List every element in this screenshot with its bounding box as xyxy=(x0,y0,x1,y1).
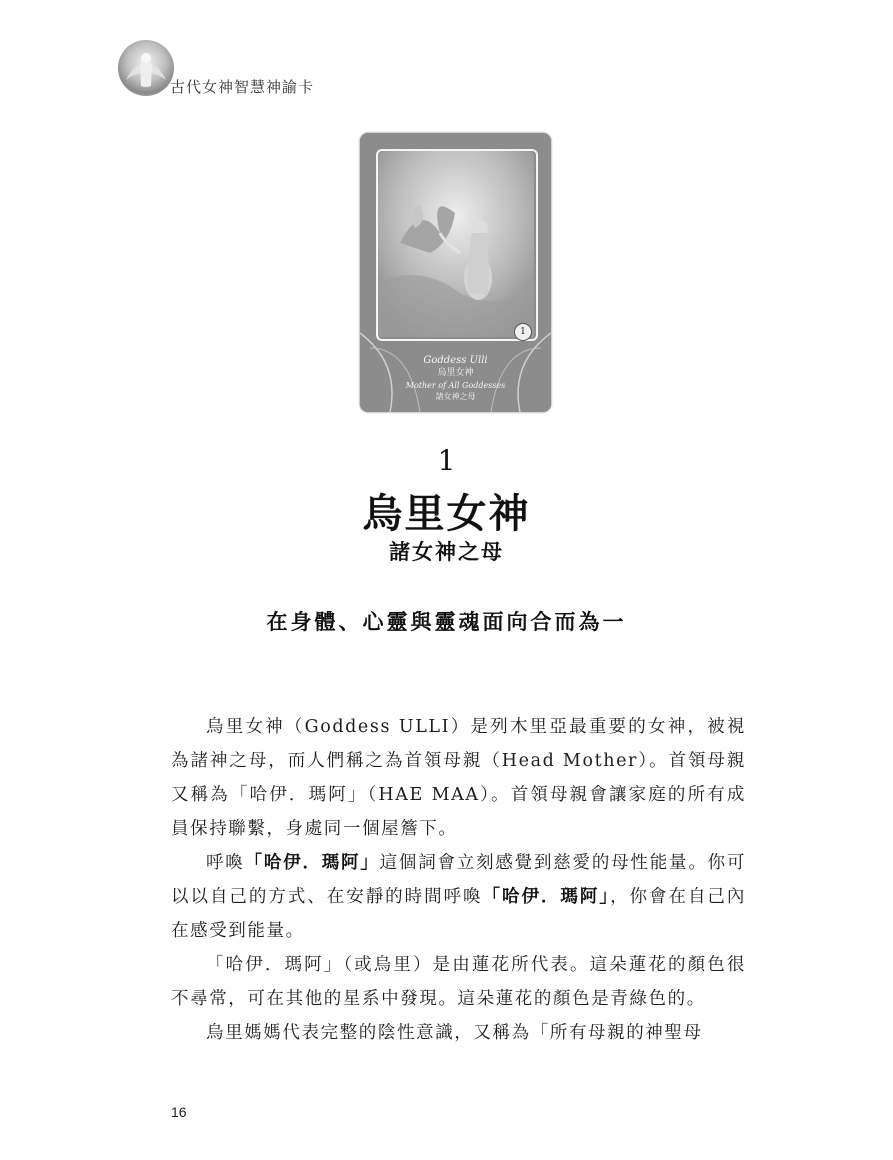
text-run: 這個詞會立刻感覺到慈愛的母性能量。你可以以自己的方式、在安靜的時間呼喚 xyxy=(171,853,746,907)
card-subtitle-zh: 諸女神之母 xyxy=(435,392,476,401)
paragraph: 「哈伊．瑪阿」（或烏里）是由蓮花所代表。這朵蓮花的顏色很不尋常，可在其他的星系中發現。這朵蓮花的顏色是青綠色的。 xyxy=(171,955,746,1009)
paragraph: 烏里媽媽代表完整的陰性意識，又稱為「所有母親的神聖母 xyxy=(206,1023,703,1043)
page-number: 16 xyxy=(171,1104,187,1120)
page-title: 烏里女神 xyxy=(362,490,531,537)
text-run: ，你會在自己內在感受到能量。 xyxy=(171,887,746,941)
page-tagline: 在身體、心靈與靈魂面向合而為一 xyxy=(266,609,627,634)
emphasis-text: 「哈伊．瑪阿」 xyxy=(482,887,611,907)
paragraph: 烏里女神（Goddess ULLI）是列木里亞最重要的女神，被視為諸神之母，而人們稱之為首領母親（Head Mother）。首領母親又稱為「哈伊．瑪阿」（HAE MAA）。首領母親會讓家庭的所有成員保持聯繫，身處同一個屋簷下。 xyxy=(171,717,746,839)
paragraph xyxy=(171,846,746,948)
page-subtitle: 諸女神之母 xyxy=(389,539,504,564)
oracle-card-image xyxy=(360,133,551,412)
emphasis-text: 「哈伊．瑪阿」 xyxy=(244,853,380,873)
card-corner-number: 1 xyxy=(514,323,532,341)
card-subtitle-en: Mother of All Goddesses xyxy=(405,381,506,390)
card-frame xyxy=(376,149,538,341)
card-name-en: Goddess Ulli xyxy=(423,355,488,366)
goddess-emblem-icon xyxy=(118,40,174,96)
running-header-title: 古代女神智慧神諭卡 xyxy=(170,78,315,96)
chapter-number: 1 xyxy=(437,444,456,477)
text-run: 呼喚 xyxy=(206,853,245,873)
running-header xyxy=(118,40,418,100)
body-text xyxy=(171,710,746,1050)
card-name-zh: 烏里女神 xyxy=(437,368,474,378)
